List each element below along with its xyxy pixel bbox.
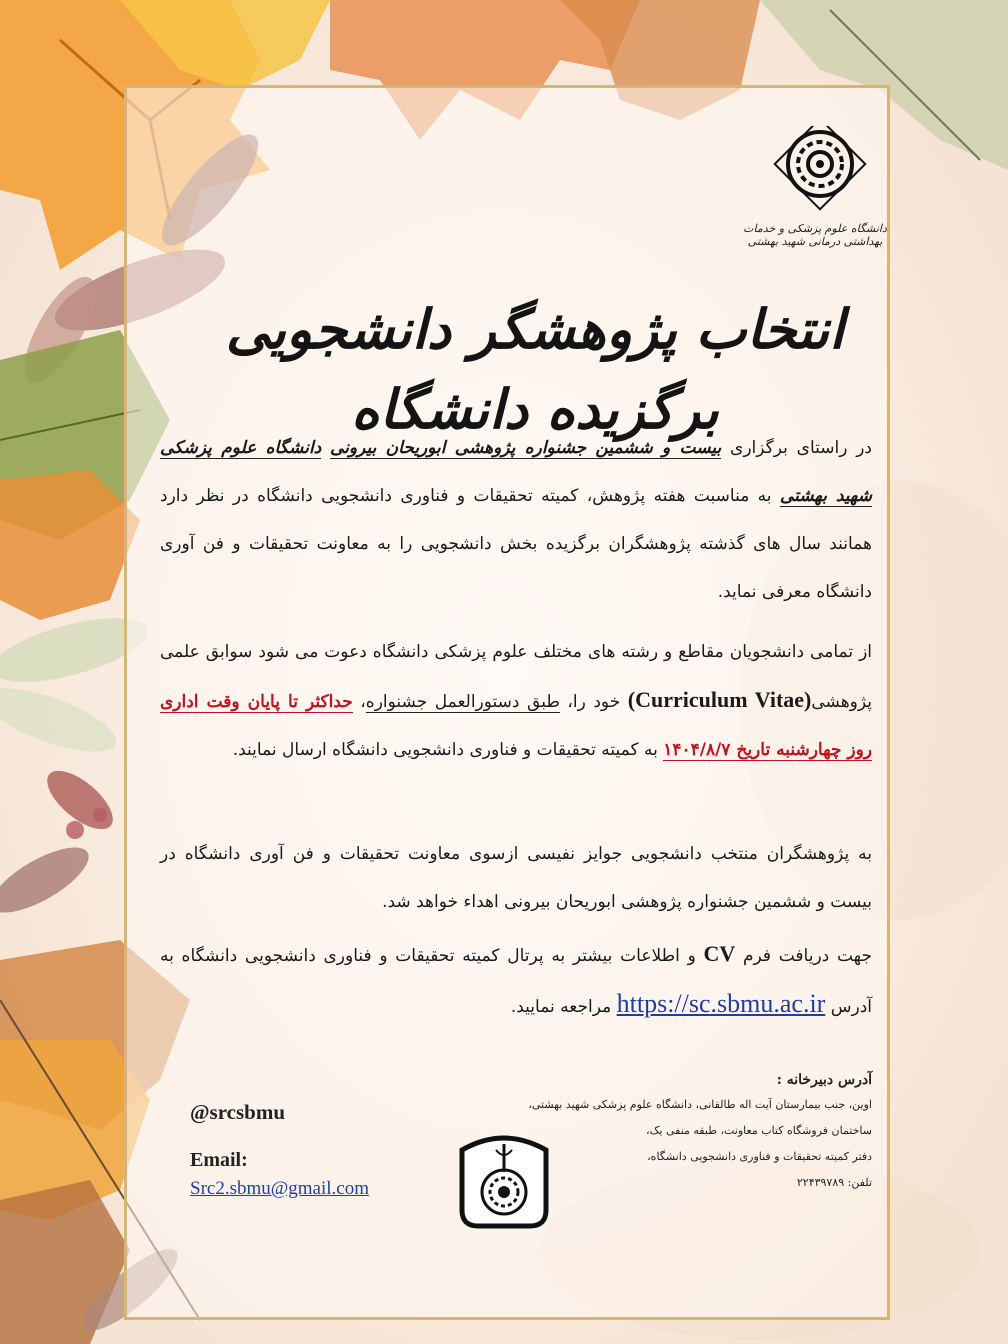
- address-line: ساختمان فروشگاه کتاب معاونت، طبقه منفی یک،: [646, 1124, 872, 1137]
- portal-paragraph: [160, 930, 872, 1031]
- page-title: انتخاب پژوهشگر دانشجویی برگزیده دانشگاه: [225, 298, 845, 441]
- invitation-text-3: ،: [352, 692, 366, 712]
- intro-text-3: به مناسبت هفته پژوهش، کمیته تحقیقات و فناوری دانشجویی دانشگاه در نظر دارد همانند سال های گذشته پژوهشگران برگزیده بخش دانشجویی را به معاونت تحقیقات و فن آوری دانشگاه معرفی نماید.: [160, 486, 872, 602]
- intro-paragraph: [160, 424, 872, 616]
- contact-block: [190, 1100, 369, 1200]
- university-name: دانشگاه علوم پزشکی شهید بهشتی: [160, 438, 872, 506]
- research-committee-logo-icon: [456, 1130, 552, 1230]
- cv-term: CV: [703, 941, 736, 966]
- portal-text-1: جهت دریافت فرم: [735, 946, 873, 966]
- address-heading: آدرس دبیرخانه :: [776, 1072, 872, 1088]
- address-line: اوین، جنب بیمارستان آیت اله طالقانی، دانشگاه علوم پزشکی شهید بهشتی،: [528, 1098, 872, 1111]
- invitation-text-2: خود را،: [559, 692, 628, 712]
- email-link[interactable]: Src2.sbmu@gmail.com: [190, 1178, 369, 1199]
- festival-rules-text: طبق دستورالعمل جشنواره: [365, 692, 560, 712]
- university-logo-caption: دانشگاه علوم پزشکی و خدمات بهداشتی درمانی شهید بهشتی: [743, 222, 887, 248]
- portal-text-2: و اطلاعات بیشتر به پرتال کمیته تحقیقات و فناوری دانشجویی دانشگاه به آدرس: [160, 946, 872, 1017]
- social-handle[interactable]: @srcsbmu: [190, 1100, 285, 1124]
- email-label: Email:: [190, 1149, 248, 1171]
- secretariat-address: [500, 1072, 872, 1196]
- phone-line: تلفن: ۲۲۴۳۹۷۸۹: [796, 1176, 872, 1189]
- portal-text-3: مراجعه نمایید.: [510, 997, 617, 1017]
- address-line: دفتر کمیته تحقیقات و فناوری دانشجویی دانشگاه،: [647, 1150, 872, 1163]
- invitation-text-4: به کمیته تحقیقات و فناوری دانشجویی دانشگاه ارسال نمایند.: [232, 740, 664, 760]
- invitation-text-1: از تمامی دانشجویان مقاطع و رشته های مختلف علوم پزشکی دانشگاه دعوت می شود سوابق علمی پژوهشی: [160, 642, 872, 712]
- portal-link[interactable]: https://sc.sbmu.ac.ir: [616, 989, 826, 1018]
- invitation-paragraph: [160, 628, 872, 774]
- deadline-text: حداکثر تا پایان وقت اداری روز چهارشنبه تاریخ ۱۴۰۴/۸/۷: [160, 692, 872, 760]
- intro-text-1: در راستای برگزاری: [721, 438, 873, 458]
- festival-name: بیست و ششمین جشنواره پژوهشی ابوریحان بیرونی: [330, 438, 722, 458]
- intro-text-2: [321, 438, 330, 458]
- curriculum-vitae-term: (Curriculum Vitae): [627, 687, 812, 712]
- awards-paragraph: به پژوهشگران منتخب دانشجویی جوایز نفیسی ازسوی معاونت تحقیقات و فن آوری دانشگاه در بیست و ششمین جشنواره پژوهشی ابوریحان بیرونی اهداء خواهد شد.: [160, 844, 872, 912]
